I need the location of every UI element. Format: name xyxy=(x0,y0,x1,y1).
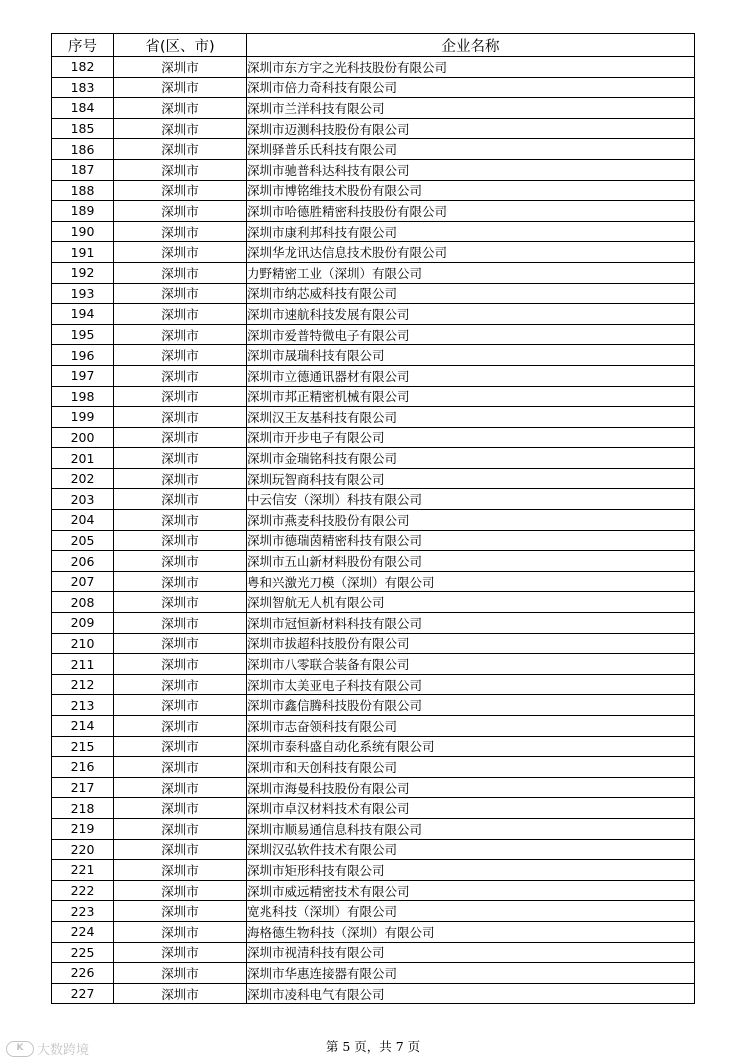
table-row xyxy=(52,942,695,963)
table-row xyxy=(52,448,695,469)
row-company: 深圳市爱普特微电子有限公司 xyxy=(247,324,695,345)
row-index: 217 xyxy=(52,777,114,798)
table-header-row xyxy=(52,34,695,57)
row-company: 深圳市拔超科技股份有限公司 xyxy=(247,633,695,654)
row-province: 深圳市 xyxy=(114,283,247,304)
row-index: 219 xyxy=(52,818,114,839)
row-province: 深圳市 xyxy=(114,468,247,489)
row-province: 深圳市 xyxy=(114,654,247,675)
table-row xyxy=(52,57,695,78)
table-row xyxy=(52,695,695,716)
row-province: 深圳市 xyxy=(114,716,247,737)
table-row xyxy=(52,489,695,510)
row-company: 深圳市海曼科技股份有限公司 xyxy=(247,777,695,798)
row-index: 205 xyxy=(52,530,114,551)
row-province: 深圳市 xyxy=(114,448,247,469)
row-index: 186 xyxy=(52,139,114,160)
row-index: 193 xyxy=(52,283,114,304)
row-company: 深圳市立德通讯器材有限公司 xyxy=(247,365,695,386)
row-company: 深圳市东方宇之光科技股份有限公司 xyxy=(247,57,695,78)
row-index: 208 xyxy=(52,592,114,613)
row-company: 深圳市志奋领科技有限公司 xyxy=(247,716,695,737)
table-row xyxy=(52,427,695,448)
table-row xyxy=(52,551,695,572)
row-company: 深圳市哈德胜精密科技股份有限公司 xyxy=(247,201,695,222)
row-province: 深圳市 xyxy=(114,695,247,716)
table-row xyxy=(52,777,695,798)
row-province: 深圳市 xyxy=(114,98,247,119)
row-province: 深圳市 xyxy=(114,983,247,1004)
table-row xyxy=(52,304,695,325)
row-company: 深圳市邦正精密机械有限公司 xyxy=(247,386,695,407)
table-row xyxy=(52,860,695,881)
row-province: 深圳市 xyxy=(114,901,247,922)
table-row xyxy=(52,901,695,922)
row-company: 中云信安（深圳）科技有限公司 xyxy=(247,489,695,510)
row-province: 深圳市 xyxy=(114,963,247,984)
row-company: 力野精密工业（深圳）有限公司 xyxy=(247,262,695,283)
row-company: 深圳市太美亚电子科技有限公司 xyxy=(247,674,695,695)
row-index: 221 xyxy=(52,860,114,881)
row-province: 深圳市 xyxy=(114,798,247,819)
row-company: 深圳驿普乐氏科技有限公司 xyxy=(247,139,695,160)
row-company: 深圳市速航科技发展有限公司 xyxy=(247,304,695,325)
row-index: 201 xyxy=(52,448,114,469)
row-index: 206 xyxy=(52,551,114,572)
table-row xyxy=(52,201,695,222)
watermark-text: 大数跨境 xyxy=(37,1043,90,1058)
table-row xyxy=(52,716,695,737)
row-index: 209 xyxy=(52,613,114,634)
table-row xyxy=(52,510,695,531)
table-row xyxy=(52,921,695,942)
table-row xyxy=(52,159,695,180)
row-index: 222 xyxy=(52,880,114,901)
row-province: 深圳市 xyxy=(114,860,247,881)
row-index: 202 xyxy=(52,468,114,489)
row-index: 184 xyxy=(52,98,114,119)
row-province: 深圳市 xyxy=(114,427,247,448)
row-company: 深圳市泰科盛自动化系统有限公司 xyxy=(247,736,695,757)
row-province: 深圳市 xyxy=(114,118,247,139)
row-company: 深圳市德瑞茵精密科技有限公司 xyxy=(247,530,695,551)
row-province: 深圳市 xyxy=(114,221,247,242)
row-index: 215 xyxy=(52,736,114,757)
row-index: 200 xyxy=(52,427,114,448)
row-index: 214 xyxy=(52,716,114,737)
row-company: 深圳市迈测科技股份有限公司 xyxy=(247,118,695,139)
row-company: 深圳市八零联合装备有限公司 xyxy=(247,654,695,675)
row-company: 深圳市冠恒新材料科技有限公司 xyxy=(247,613,695,634)
watermark-logo-icon: K xyxy=(6,1041,34,1057)
table-row xyxy=(52,468,695,489)
row-company: 深圳市燕麦科技股份有限公司 xyxy=(247,510,695,531)
row-company: 深圳市矩形科技有限公司 xyxy=(247,860,695,881)
row-company: 粤和兴激光刀模（深圳）有限公司 xyxy=(247,571,695,592)
row-province: 深圳市 xyxy=(114,736,247,757)
row-index: 225 xyxy=(52,942,114,963)
row-index: 189 xyxy=(52,201,114,222)
row-company: 深圳市卓汉材料技术有限公司 xyxy=(247,798,695,819)
table-row xyxy=(52,242,695,263)
row-province: 深圳市 xyxy=(114,77,247,98)
table-row xyxy=(52,386,695,407)
row-index: 211 xyxy=(52,654,114,675)
table-row xyxy=(52,365,695,386)
watermark xyxy=(6,1039,89,1058)
table-row xyxy=(52,880,695,901)
row-company: 深圳市博铭维技术股份有限公司 xyxy=(247,180,695,201)
row-province: 深圳市 xyxy=(114,880,247,901)
row-province: 深圳市 xyxy=(114,407,247,428)
table-row xyxy=(52,98,695,119)
row-index: 182 xyxy=(52,57,114,78)
row-province: 深圳市 xyxy=(114,262,247,283)
row-company: 深圳市鑫信腾科技股份有限公司 xyxy=(247,695,695,716)
row-index: 227 xyxy=(52,983,114,1004)
table-row xyxy=(52,77,695,98)
row-company: 深圳汉弘软件技术有限公司 xyxy=(247,839,695,860)
row-company: 深圳市五山新材料股份有限公司 xyxy=(247,551,695,572)
row-index: 183 xyxy=(52,77,114,98)
company-table xyxy=(51,33,695,1004)
row-province: 深圳市 xyxy=(114,201,247,222)
row-company: 深圳华龙讯达信息技术股份有限公司 xyxy=(247,242,695,263)
row-index: 187 xyxy=(52,159,114,180)
table-row xyxy=(52,798,695,819)
table-row xyxy=(52,983,695,1004)
row-index: 223 xyxy=(52,901,114,922)
row-company: 深圳市晟瑞科技有限公司 xyxy=(247,345,695,366)
table-row xyxy=(52,262,695,283)
page-footer: 第 5 页，共 7 页 xyxy=(325,1039,421,1054)
row-company: 深圳市凌科电气有限公司 xyxy=(247,983,695,1004)
row-index: 188 xyxy=(52,180,114,201)
table-row xyxy=(52,818,695,839)
table-row xyxy=(52,283,695,304)
row-province: 深圳市 xyxy=(114,242,247,263)
table-row xyxy=(52,407,695,428)
row-province: 深圳市 xyxy=(114,304,247,325)
row-province: 深圳市 xyxy=(114,386,247,407)
row-index: 212 xyxy=(52,674,114,695)
row-index: 190 xyxy=(52,221,114,242)
row-province: 深圳市 xyxy=(114,180,247,201)
row-index: 203 xyxy=(52,489,114,510)
table-row xyxy=(52,530,695,551)
table-row xyxy=(52,736,695,757)
row-company: 深圳市威远精密技术有限公司 xyxy=(247,880,695,901)
row-index: 218 xyxy=(52,798,114,819)
row-company: 宽兆科技（深圳）有限公司 xyxy=(247,901,695,922)
row-company: 深圳市和天创科技有限公司 xyxy=(247,757,695,778)
row-province: 深圳市 xyxy=(114,942,247,963)
row-company: 深圳市顺易通信息科技有限公司 xyxy=(247,818,695,839)
table-row xyxy=(52,139,695,160)
row-company: 深圳市华惠连接器有限公司 xyxy=(247,963,695,984)
row-province: 深圳市 xyxy=(114,159,247,180)
row-company: 深圳市康利邦科技有限公司 xyxy=(247,221,695,242)
row-company: 深圳市纳芯威科技有限公司 xyxy=(247,283,695,304)
table-row xyxy=(52,839,695,860)
row-company: 海格德生物科技（深圳）有限公司 xyxy=(247,921,695,942)
table-row xyxy=(52,654,695,675)
row-province: 深圳市 xyxy=(114,592,247,613)
row-index: 191 xyxy=(52,242,114,263)
row-province: 深圳市 xyxy=(114,489,247,510)
row-province: 深圳市 xyxy=(114,510,247,531)
table-row xyxy=(52,345,695,366)
row-index: 207 xyxy=(52,571,114,592)
row-index: 192 xyxy=(52,262,114,283)
row-province: 深圳市 xyxy=(114,345,247,366)
row-company: 深圳市倍力奇科技有限公司 xyxy=(247,77,695,98)
row-province: 深圳市 xyxy=(114,551,247,572)
row-index: 204 xyxy=(52,510,114,531)
row-company: 深圳市驰普科达科技有限公司 xyxy=(247,159,695,180)
row-index: 210 xyxy=(52,633,114,654)
table-row xyxy=(52,757,695,778)
header-company: 企业名称 xyxy=(247,34,695,57)
row-index: 197 xyxy=(52,365,114,386)
row-index: 185 xyxy=(52,118,114,139)
row-company: 深圳市视清科技有限公司 xyxy=(247,942,695,963)
row-index: 213 xyxy=(52,695,114,716)
row-index: 199 xyxy=(52,407,114,428)
table-row xyxy=(52,180,695,201)
row-province: 深圳市 xyxy=(114,139,247,160)
table-row xyxy=(52,592,695,613)
row-index: 216 xyxy=(52,757,114,778)
row-province: 深圳市 xyxy=(114,324,247,345)
row-province: 深圳市 xyxy=(114,921,247,942)
row-province: 深圳市 xyxy=(114,530,247,551)
header-province: 省(区、市) xyxy=(114,34,247,57)
row-province: 深圳市 xyxy=(114,674,247,695)
table-row xyxy=(52,571,695,592)
table-row xyxy=(52,118,695,139)
row-province: 深圳市 xyxy=(114,57,247,78)
row-province: 深圳市 xyxy=(114,777,247,798)
table-row xyxy=(52,324,695,345)
row-province: 深圳市 xyxy=(114,571,247,592)
table-row xyxy=(52,221,695,242)
row-index: 224 xyxy=(52,921,114,942)
row-index: 220 xyxy=(52,839,114,860)
row-company: 深圳玩智商科技有限公司 xyxy=(247,468,695,489)
row-province: 深圳市 xyxy=(114,633,247,654)
row-company: 深圳智航无人机有限公司 xyxy=(247,592,695,613)
row-province: 深圳市 xyxy=(114,365,247,386)
row-index: 226 xyxy=(52,963,114,984)
row-province: 深圳市 xyxy=(114,818,247,839)
row-company: 深圳汉王友基科技有限公司 xyxy=(247,407,695,428)
row-index: 198 xyxy=(52,386,114,407)
table-row xyxy=(52,633,695,654)
header-index: 序号 xyxy=(52,34,114,57)
row-company: 深圳市开步电子有限公司 xyxy=(247,427,695,448)
row-company: 深圳市金瑞铭科技有限公司 xyxy=(247,448,695,469)
row-province: 深圳市 xyxy=(114,757,247,778)
row-company: 深圳市兰洋科技有限公司 xyxy=(247,98,695,119)
row-index: 195 xyxy=(52,324,114,345)
row-province: 深圳市 xyxy=(114,613,247,634)
table-row xyxy=(52,674,695,695)
row-province: 深圳市 xyxy=(114,839,247,860)
table-row xyxy=(52,613,695,634)
row-index: 194 xyxy=(52,304,114,325)
table-row xyxy=(52,963,695,984)
row-index: 196 xyxy=(52,345,114,366)
